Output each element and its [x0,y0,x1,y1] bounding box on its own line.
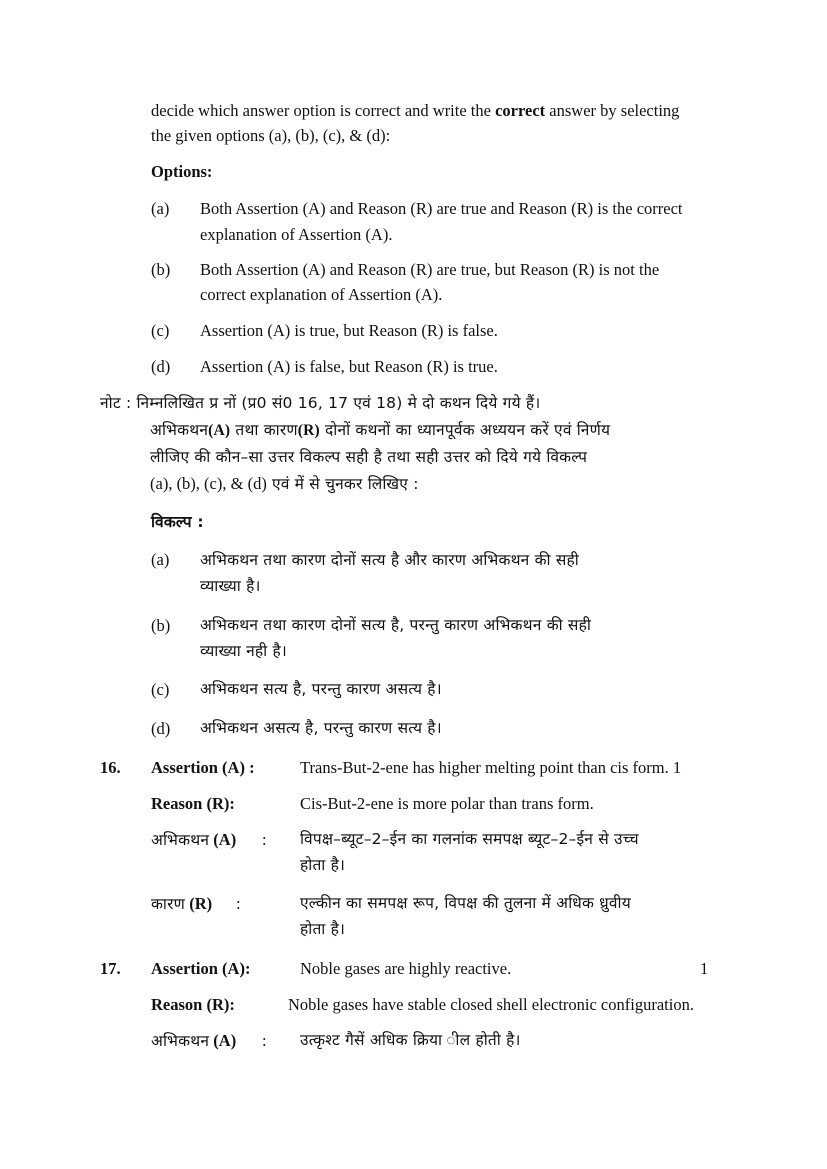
option-hi-text: अभिकथन सत्य है, परन्तु कारण असत्य है। [200,680,442,698]
assertion-hi-text: विपक्ष–ब्यूट–2–ईन का गलनांक समपक्ष ब्यूट–2–ईन से उच्च [300,830,639,848]
question-number: 17. [100,959,121,978]
assertion-text: Trans-But-2-ene has higher melting point than cis form. 1 [300,758,682,777]
reason-text: Noble gases have stable closed shell electronic configuration. [288,995,694,1014]
option-hi-text: अभिकथन तथा कारण दोनों सत्य है, परन्तु कारण अभिकथन की सही [200,616,592,634]
assertion-text: Noble gases are highly reactive. [300,959,512,978]
assertion-hi-label: अभिकथन (A) [151,1031,237,1050]
option-label: (d) [151,357,171,376]
assertion-hi-text: होता है। [300,856,346,874]
options-hi-heading: विकल्प : [151,513,204,531]
option-hi-label: (d) [151,719,171,738]
reason-label: Reason (R): [151,794,235,813]
note-hi-line-3: लीजिए की कौन–सा उत्तर विकल्प सही है तथा सही उत्तर को दिये गये विकल्प [150,448,588,466]
reason-hi-text: एल्कीन का समपक्ष रूप, विपक्ष की तुलना में अधिक ध्रुवीय [300,894,631,912]
assertion-label: Assertion (A): [151,959,251,978]
assertion-hi-colon: : [262,1031,267,1050]
assertion-label: Assertion (A) : [151,758,255,777]
reason-label: Reason (R): [151,995,235,1014]
note-hi-line-1: नोट : निम्नलिखित प्र नों (प्र0 सं0 16, 17 एवं 18) मे दो कथन दिये गये हैं। [100,394,541,412]
option-hi-label: (a) [151,550,170,569]
assertion-hi-label: अभिकथन (A) [151,830,237,849]
option-hi-label: (b) [151,616,171,635]
note-hi-line-4: (a), (b), (c), & (d) एवं में से चुनकर लिखिए : [150,474,419,493]
reason-hi-colon: : [236,894,241,913]
reason-hi-label: कारण (R) [151,894,213,913]
option-text: correct explanation of Assertion (A). [200,285,443,304]
option-label: (b) [151,260,171,279]
option-hi-text: व्याख्या नही है। [200,642,287,660]
option-hi-text: अभिकथन असत्य है, परन्तु कारण सत्य है। [200,719,442,737]
option-label: (c) [151,321,170,340]
option-hi-text: व्याख्या है। [200,577,261,595]
options-heading: Options: [151,162,213,181]
option-text: Both Assertion (A) and Reason (R) are true and Reason (R) is the correct [200,199,683,218]
option-text: explanation of Assertion (A). [200,225,393,244]
question-number: 16. [100,758,121,777]
option-text: Assertion (A) is true, but Reason (R) is false. [200,321,498,340]
option-label: (a) [151,199,170,218]
assertion-hi-text: उत्कृश्ट गैसें अधिक क्रिया ील होती है। [300,1031,521,1049]
reason-hi-text: होता है। [300,920,346,938]
intro-line-2: the given options (a), (b), (c), & (d): [151,126,391,145]
option-text: Assertion (A) is false, but Reason (R) is true. [200,357,498,376]
option-hi-label: (c) [151,680,170,699]
marks: 1 [700,959,709,978]
intro-line-1: decide which answer option is correct and write the correct answer by selecting [151,101,680,120]
emphasis-correct: correct [495,101,546,120]
note-hi-line-2: अभिकथन(A) तथा कारण(R) दोनों कथनों का ध्यानपूर्वक अध्ययन करें एवं निर्णय [150,421,611,439]
option-hi-text: अभिकथन तथा कारण दोनों सत्य है और कारण अभिकथन की सही [200,551,579,569]
option-text: Both Assertion (A) and Reason (R) are true, but Reason (R) is not the [200,260,660,279]
reason-text: Cis-But-2-ene is more polar than trans form. [300,794,594,813]
assertion-hi-colon: : [262,830,267,849]
